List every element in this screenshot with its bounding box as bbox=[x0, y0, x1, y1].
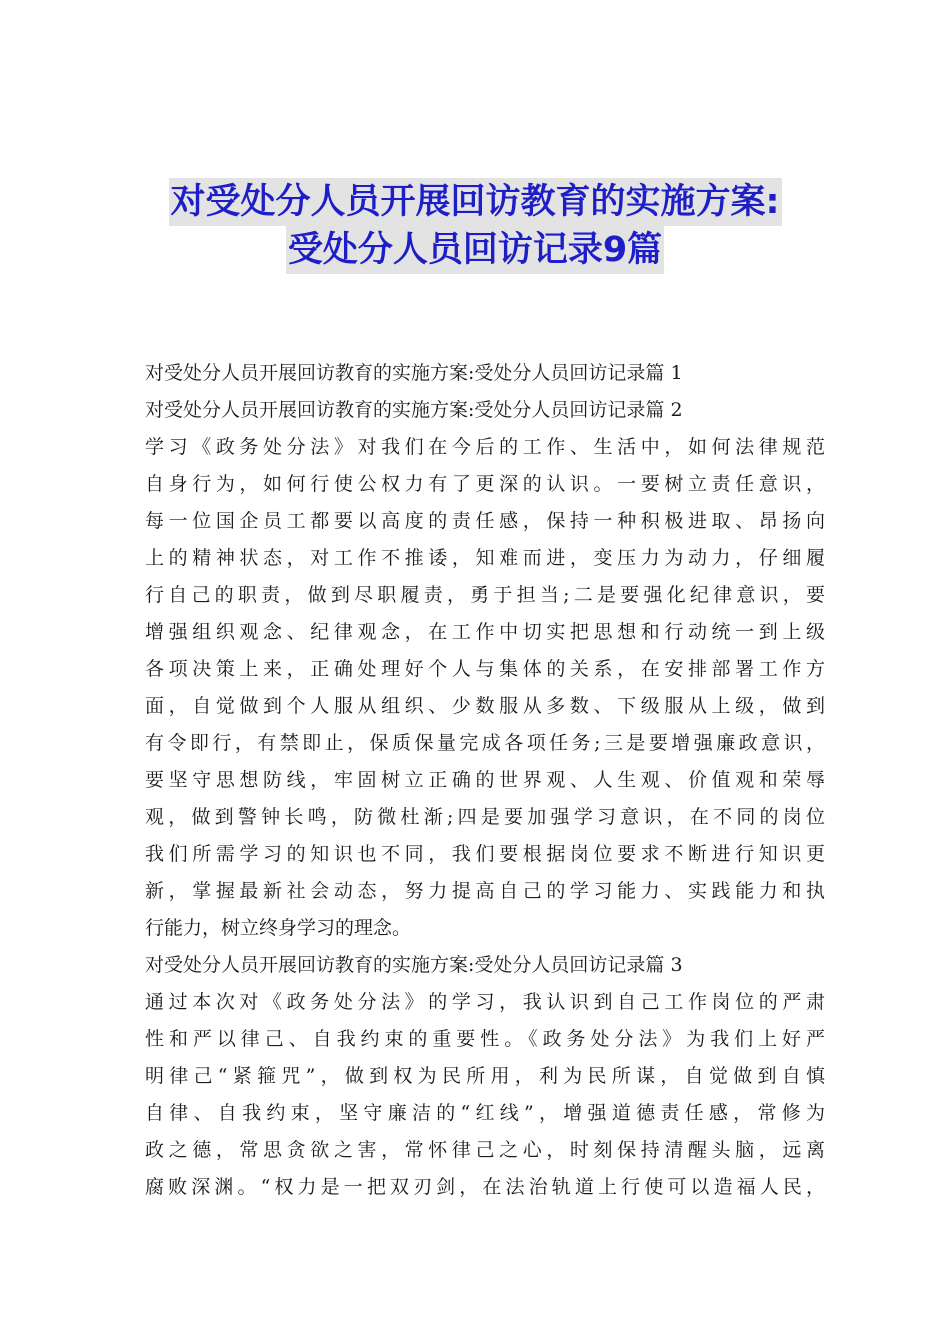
body-line: 要坚守思想防线，牢固树立正确的世界观、人生观、价值观和荣辱 bbox=[145, 769, 825, 791]
body-line: 腐败深渊。“权力是一把双刃剑，在法治轨道上行使可以造福人民， bbox=[145, 1176, 825, 1198]
body-line: 我们所需学习的知识也不同，我们要根据岗位要求不断进行知识更 bbox=[145, 843, 825, 865]
body-line: 上的精神状态，对工作不推诿，知难而进，变压力为动力，仔细履 bbox=[145, 547, 825, 569]
body-line: 对受处分人员开展回访教育的实施方案:受处分人员回访记录篇 3 bbox=[145, 954, 683, 976]
body-line: 行自己的职责，做到尽职履责，勇于担当;二是要强化纪律意识，要 bbox=[145, 584, 825, 606]
body-line: 对受处分人员开展回访教育的实施方案:受处分人员回访记录篇 1 bbox=[145, 362, 683, 384]
title-line-1: 对受处分人员开展回访教育的实施方案: bbox=[169, 178, 782, 226]
body-line: 观，做到警钟长鸣，防微杜渐;四是要加强学习意识，在不同的岗位 bbox=[145, 806, 825, 828]
body-line: 政之德，常思贪欲之害，常怀律己之心，时刻保持清醒头脑，远离 bbox=[145, 1139, 825, 1161]
document-body bbox=[145, 355, 825, 1206]
body-line: 每一位国企员工都要以高度的责任感，保持一种积极进取、昂扬向 bbox=[145, 510, 825, 532]
title-line-2: 受处分人员回访记录9篇 bbox=[286, 226, 664, 274]
document-title bbox=[0, 178, 950, 274]
body-line: 增强组织观念、纪律观念，在工作中切实把思想和行动统一到上级 bbox=[145, 621, 825, 643]
body-line: 自身行为，如何行使公权力有了更深的认识。一要树立责任意识， bbox=[145, 473, 825, 495]
body-line: 通过本次对《政务处分法》的学习，我认识到自己工作岗位的严肃 bbox=[145, 991, 825, 1013]
body-line: 新，掌握最新社会动态，努力提高自己的学习能力、实践能力和执 bbox=[145, 880, 825, 902]
body-line: 性和严以律己、自我约束的重要性。《政务处分法》为我们上好严 bbox=[145, 1028, 825, 1050]
body-line: 行能力，树立终身学习的理念。 bbox=[145, 917, 412, 939]
body-line: 学习《政务处分法》对我们在今后的工作、生活中，如何法律规范 bbox=[145, 436, 825, 458]
body-line: 自律、自我约束，坚守廉洁的“红线”，增强道德责任感，常修为 bbox=[145, 1102, 825, 1124]
body-line: 面，自觉做到个人服从组织、少数服从多数、下级服从上级，做到 bbox=[145, 695, 825, 717]
body-line: 有令即行，有禁即止，保质保量完成各项任务;三是要增强廉政意识， bbox=[145, 732, 825, 754]
body-line: 各项决策上来，正确处理好个人与集体的关系，在安排部署工作方 bbox=[145, 658, 825, 680]
body-line: 对受处分人员开展回访教育的实施方案:受处分人员回访记录篇 2 bbox=[145, 399, 683, 421]
body-line: 明律己“紧箍咒”，做到权为民所用，利为民所谋，自觉做到自慎 bbox=[145, 1065, 825, 1087]
